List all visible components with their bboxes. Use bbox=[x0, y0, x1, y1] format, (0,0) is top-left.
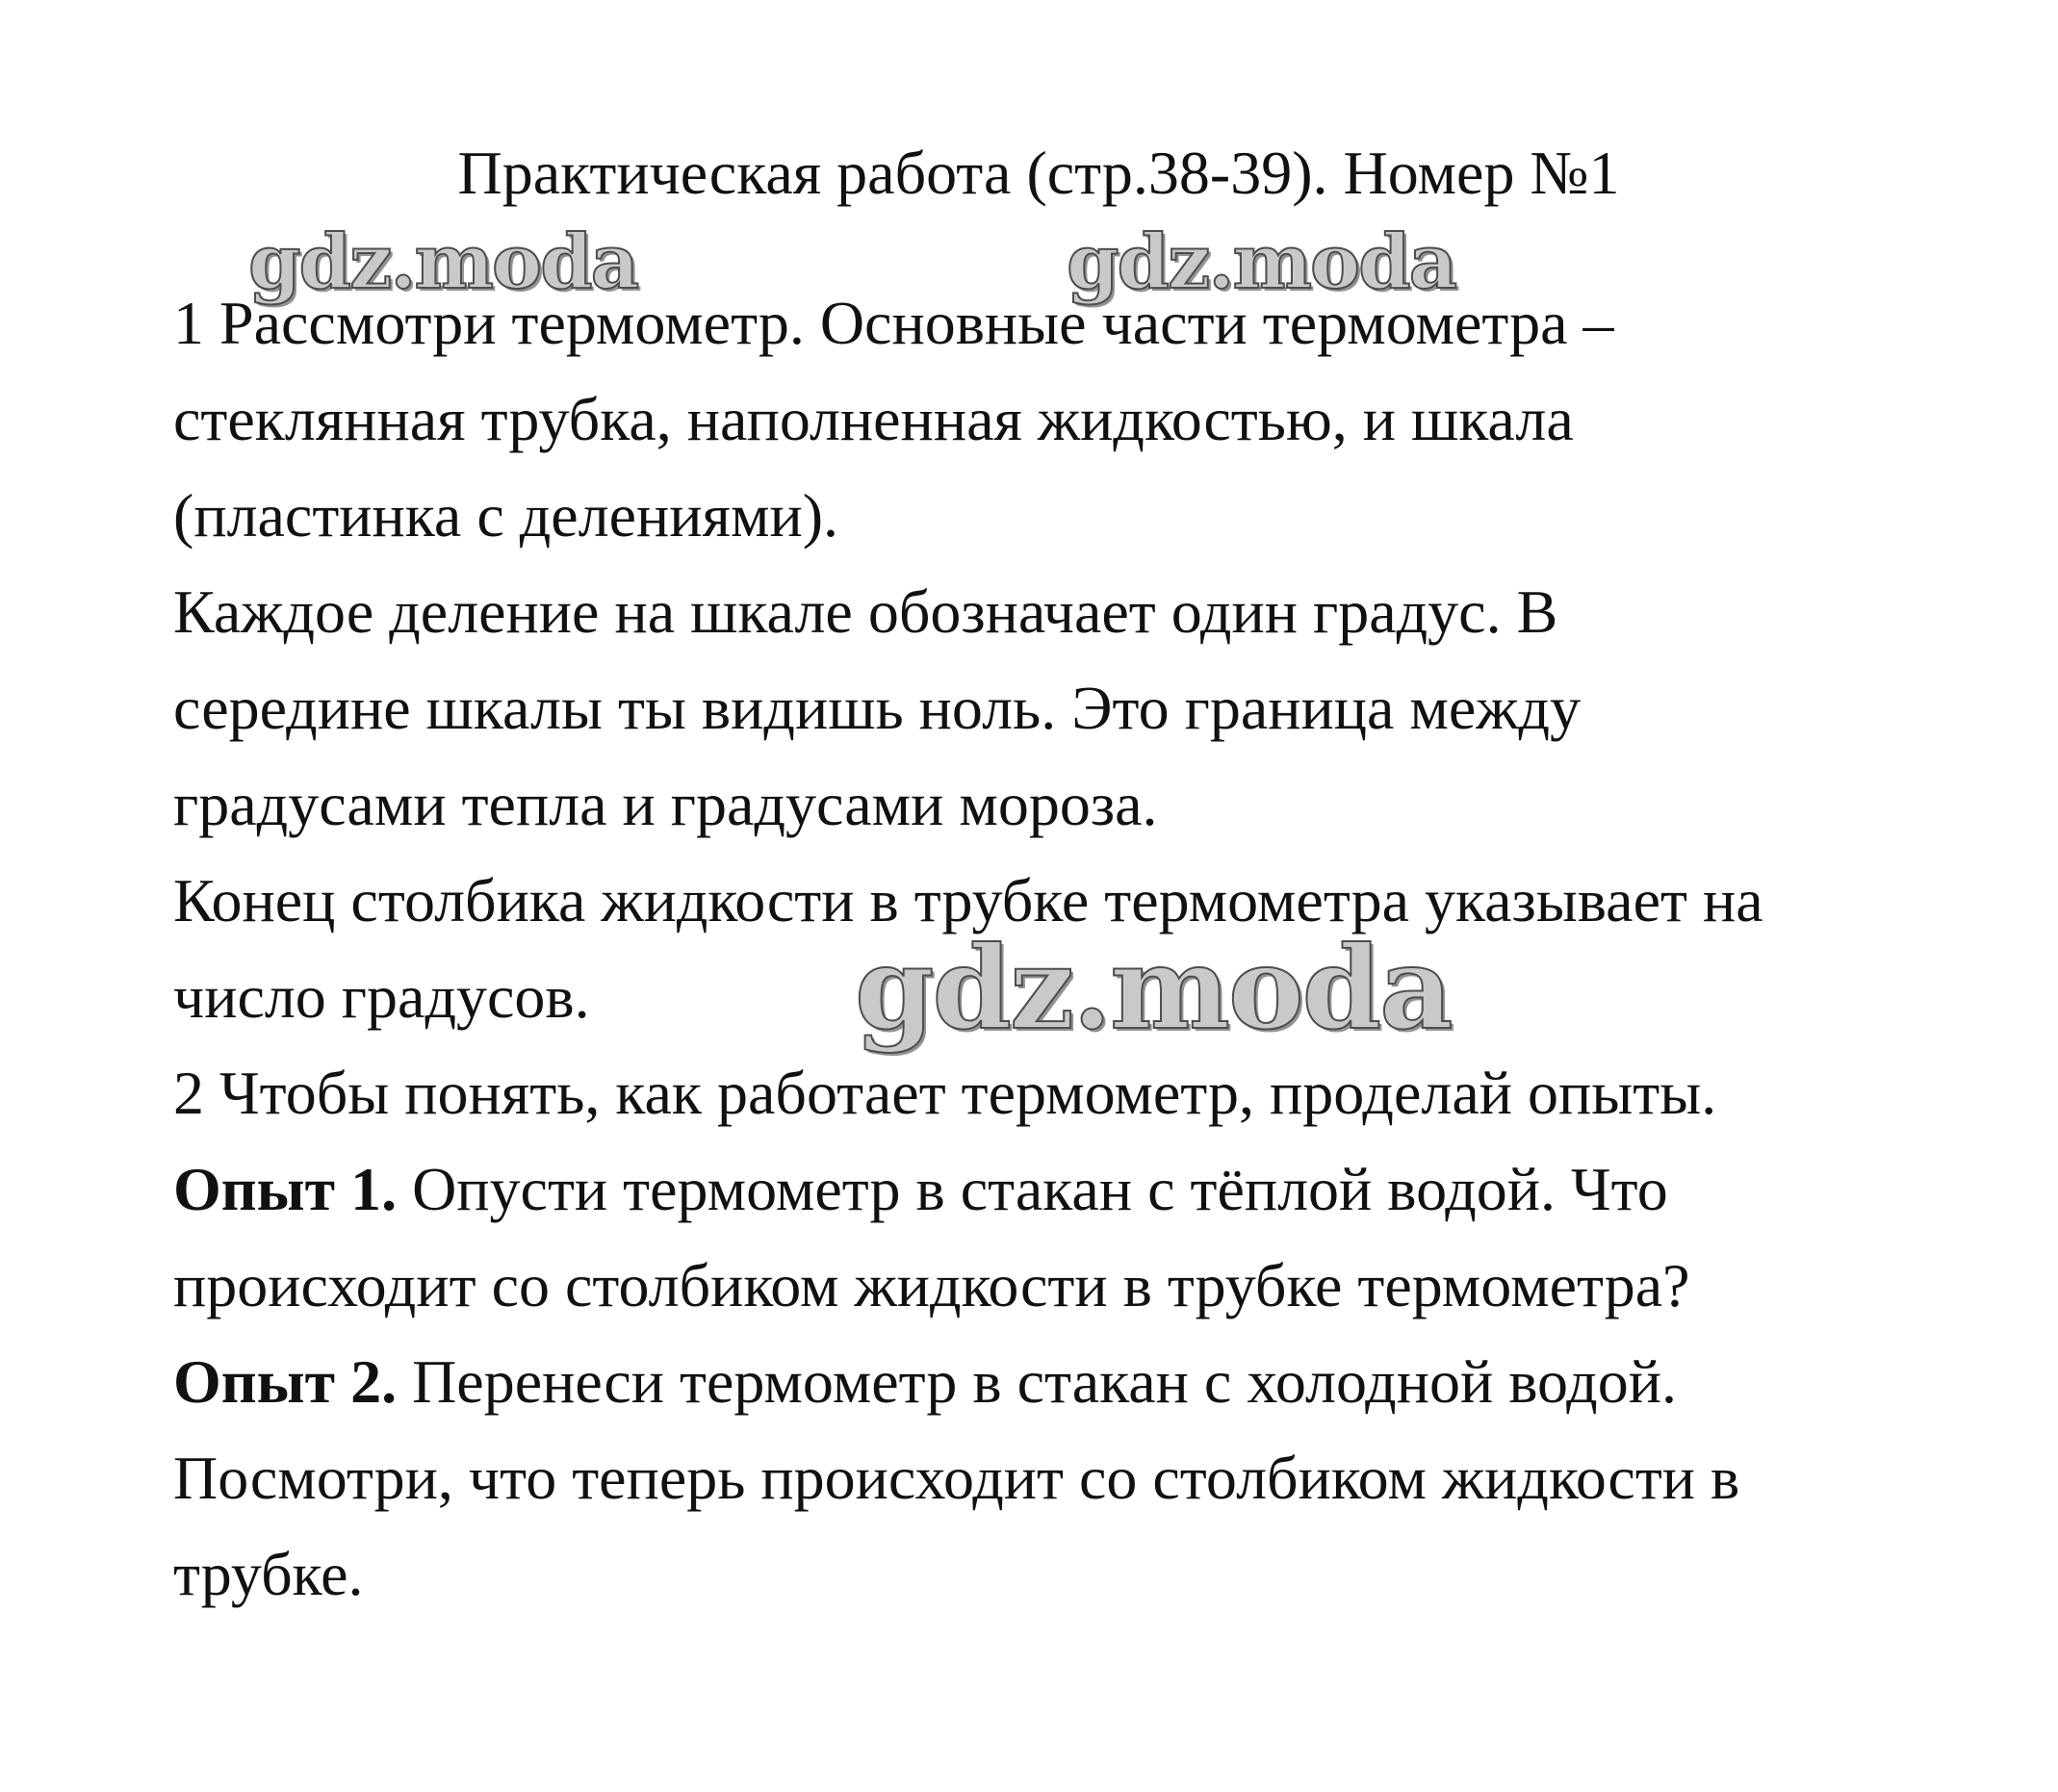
paragraph-line-3: (пластинка с делениями). bbox=[173, 481, 839, 550]
paragraph-line-1: 1 Рассмотри термометр. Основные части термометра – bbox=[173, 289, 1614, 357]
experiment-2-text: Перенеси термометр в стакан с холодной водой. bbox=[412, 1347, 1677, 1416]
paragraph-line-9: 2 Чтобы понять, как работает термометр, проделай опыты. bbox=[173, 1059, 1717, 1127]
paragraph-line-4: Каждое деление на шкале обозначает один градус. В bbox=[173, 577, 1558, 646]
watermark-top-left: gdz.moda bbox=[248, 218, 638, 306]
experiment-2-line-3: трубке. bbox=[173, 1540, 364, 1608]
experiment-2-line-2: Посмотри, что теперь происходит со столбиком жидкости в bbox=[173, 1444, 1740, 1512]
paragraph-line-2: стеклянная трубка, наполненная жидкостью, и шкала bbox=[173, 385, 1574, 453]
paragraph-line-6: градусами тепла и градусами мороза. bbox=[173, 770, 1158, 838]
paragraph-line-8: число градусов. bbox=[173, 962, 590, 1031]
experiment-1-text: Опусти термометр в стакан с тёплой водой. Что bbox=[412, 1155, 1668, 1223]
watermark-top-center: gdz.moda bbox=[1067, 218, 1456, 306]
experiment-1-line-2: происходит со столбиком жидкости в трубке термометра? bbox=[173, 1251, 1690, 1319]
paragraph-line-7: Конец столбика жидкости в трубке термометра указывает на bbox=[173, 866, 1763, 934]
experiment-1-line-1 bbox=[173, 1151, 1668, 1228]
experiment-2-label: Опыт 2. bbox=[173, 1347, 398, 1416]
page-title: Практическая работа (стр.38-39). Номер №1 bbox=[457, 139, 1620, 207]
experiment-1-label: Опыт 1. bbox=[173, 1155, 398, 1223]
paragraph-line-5: середине шкалы ты видишь ноль. Это граница между bbox=[173, 674, 1582, 742]
watermark-middle: gdz.moda bbox=[855, 921, 1452, 1055]
experiment-2-line-1 bbox=[173, 1344, 1677, 1421]
